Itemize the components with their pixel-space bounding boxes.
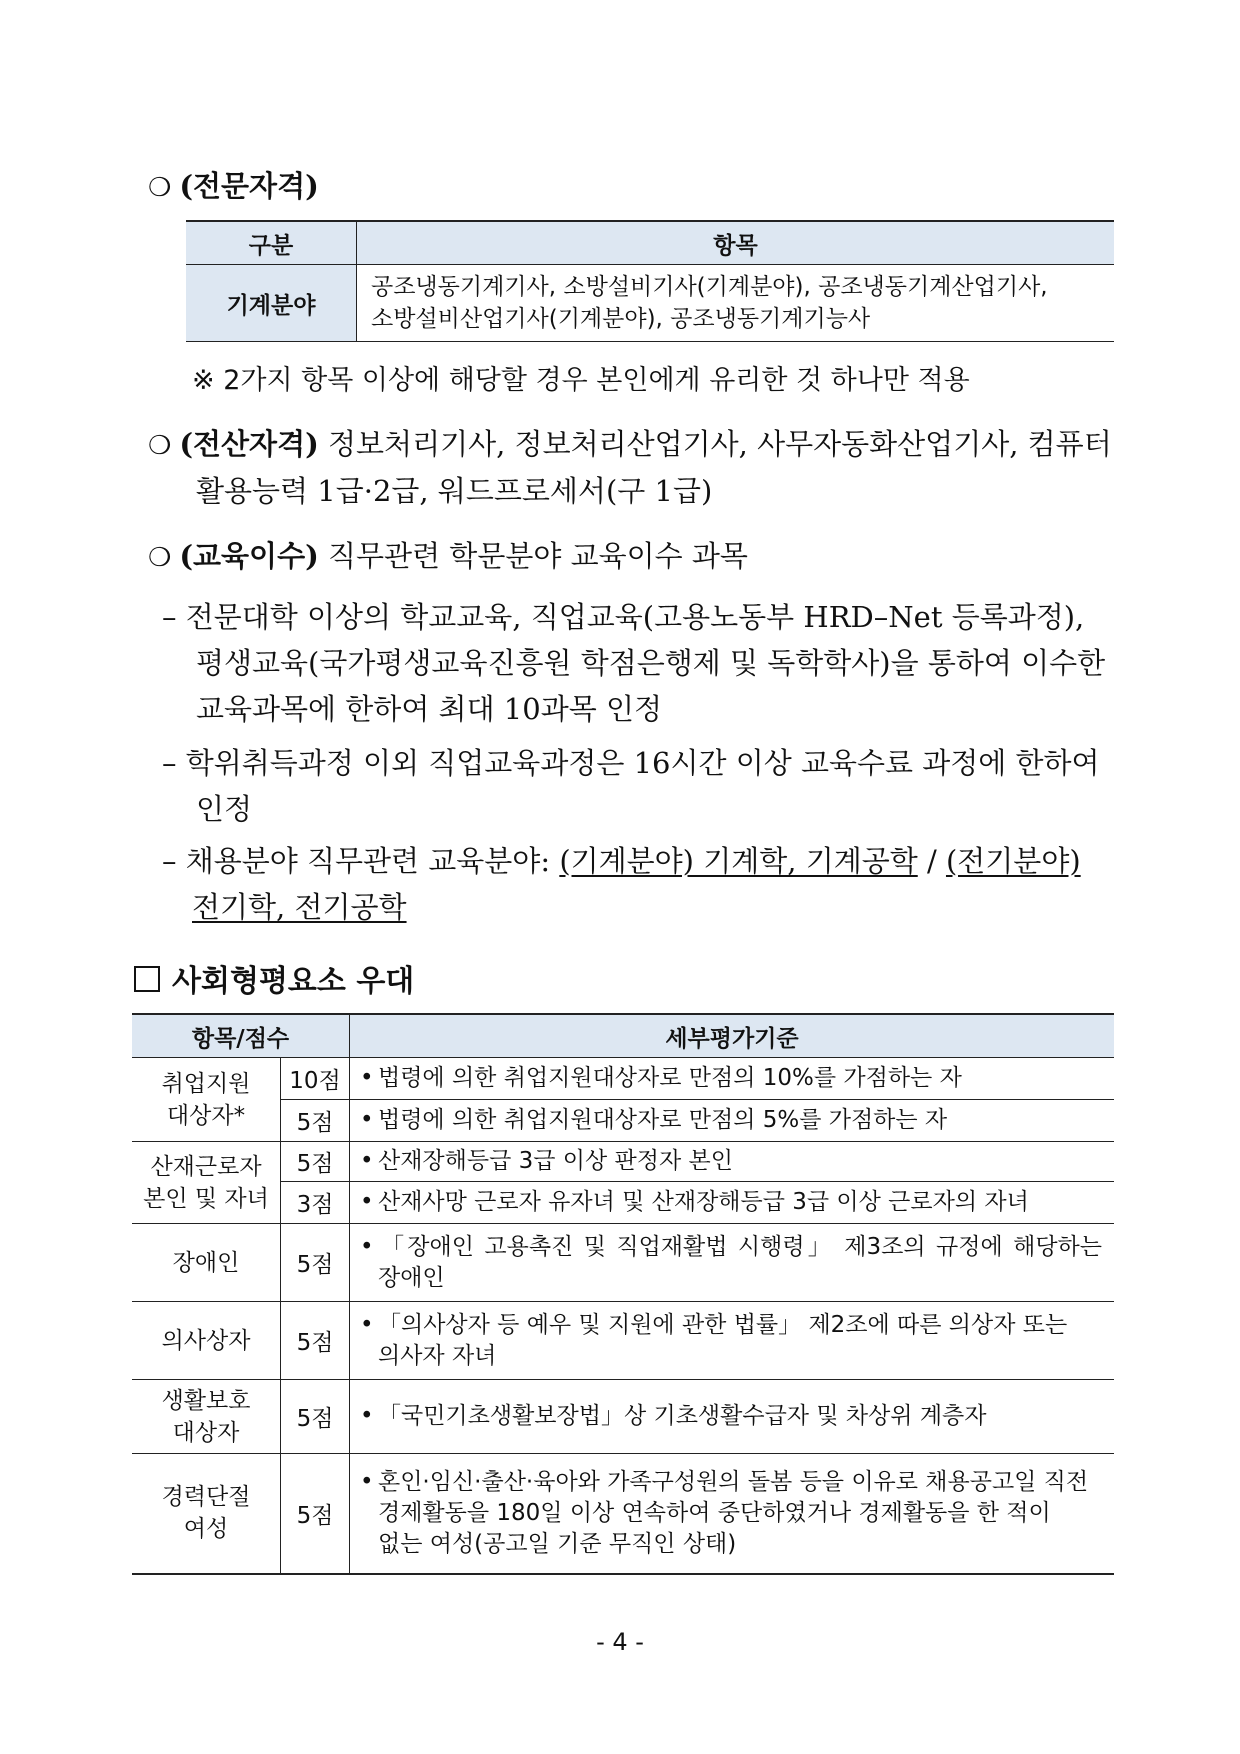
category-cell: 생활보호 대상자 — [132, 1380, 281, 1454]
points-cell: 10점 — [281, 1058, 350, 1100]
qualification-table — [186, 220, 1114, 342]
points-cell: 5점 — [281, 1224, 350, 1302]
table-header-row — [186, 221, 1114, 265]
bullet-icon: • — [360, 1148, 374, 1174]
points-cell: 5점 — [281, 1142, 350, 1182]
education-dash1-line3: 교육과목에 한하여 최대 10과목 인정 — [196, 692, 662, 726]
table-header: 항목/점수 — [132, 1014, 350, 1058]
bullet-icon: • — [360, 1403, 374, 1429]
bullet-icon: • — [360, 1189, 374, 1215]
circle-bullet-icon: ❍ — [148, 543, 172, 573]
table-header-row — [132, 1014, 1114, 1058]
table-header: 세부평가기준 — [350, 1014, 1115, 1058]
row-items: 공조냉동기계기사, 소방설비기사(기계분야), 공조냉동기계산업기사, 소방설비산업기사(기계분야), 공조냉동기계기능사 — [357, 265, 1115, 342]
page-number: - 4 - — [596, 1628, 644, 1656]
bullet-icon: • — [360, 1107, 374, 1133]
bullet-icon: • — [360, 1311, 374, 1338]
education-dash2-line2: 인정 — [196, 792, 253, 826]
table-row — [132, 1058, 1114, 1100]
criteria-cell: • 「의사상자 등 예우 및 지원에 관한 법률」 제2조에 따른 의상자 또는 의사자 자녀 — [350, 1302, 1115, 1380]
category-cell: 경력단절 여성 — [132, 1454, 281, 1574]
category-cell: 장애인 — [132, 1224, 281, 1302]
points-cell: 5점 — [281, 1454, 350, 1574]
table-row — [186, 265, 1114, 342]
points-cell: 5점 — [281, 1302, 350, 1380]
table-header: 항목 — [357, 221, 1115, 265]
criteria-cell: • 법령에 의한 취업지원대상자로 만점의 5%를 가점하는 자 — [350, 1100, 1115, 1142]
criteria-cell: • 「국민기초생활보장법」상 기초생활수급자 및 차상위 계층자 — [350, 1380, 1115, 1454]
heading-professional-qualification: ❍ (전문자격) — [148, 169, 319, 203]
computer-qualification-line2: 활용능력 1급·2급, 워드프로세서(구 1급) — [196, 474, 713, 508]
social-equity-table — [132, 1013, 1114, 1575]
table-header: 구분 — [186, 221, 357, 265]
criteria-cell: • 「장애인 고용촉진 및 직업재활법 시행령」 제3조의 규정에 해당하는 장애인 — [350, 1224, 1115, 1302]
row-label: 기계분야 — [186, 265, 357, 342]
circle-bullet-icon: ❍ — [148, 173, 172, 203]
bullet-icon: • — [360, 1065, 374, 1091]
education-dash1-line2: 평생교육(국가평생교육진흥원 학점은행제 및 독학학사)을 통하여 이수한 — [196, 646, 1106, 680]
criteria-cell: • 산재사망 근로자 유자녀 및 산재장해등급 3급 이상 근로자의 자녀 — [350, 1182, 1115, 1224]
circle-bullet-icon: ❍ — [148, 431, 172, 461]
education-dash2-line1: – 학위취득과정 이외 직업교육과정은 16시간 이상 교육수료 과정에 한하여 — [162, 746, 1100, 780]
criteria-cell: • 혼인·임신·출산·육아와 가족구성원의 돌봄 등을 이유로 채용공고일 직전 경제활동을 180일 이상 연속하여 중단하였거나 경제활동을 한 적이 없는 여성(공고일 기준 무직인 상태) — [350, 1454, 1115, 1574]
table-row — [132, 1302, 1114, 1380]
table-row — [132, 1142, 1114, 1182]
bullet-icon: • — [360, 1233, 374, 1260]
points-cell: 5점 — [281, 1380, 350, 1454]
note-text: ※ 2가지 항목 이상에 해당할 경우 본인에게 유리한 것 하나만 적용 — [192, 365, 970, 396]
education-dash3-line1: – 채용분야 직무관련 교육분야: (기계분야) 기계학, 기계공학 / (전기분야) — [162, 844, 1081, 878]
category-cell: 산재근로자 본인 및 자녀 — [132, 1142, 281, 1224]
education-dash3-line2: 전기학, 전기공학 — [192, 890, 407, 924]
points-cell: 5점 — [281, 1100, 350, 1142]
points-cell: 3점 — [281, 1182, 350, 1224]
criteria-cell: • 법령에 의한 취업지원대상자로 만점의 10%를 가점하는 자 — [350, 1058, 1115, 1100]
table-row — [132, 1224, 1114, 1302]
square-bullet-icon — [134, 966, 160, 992]
heading-education: ❍ (교육이수) 직무관련 학문분야 교육이수 과목 — [148, 539, 748, 573]
table-row — [132, 1380, 1114, 1454]
bullet-icon: • — [360, 1468, 374, 1495]
category-cell: 취업지원 대상자* — [132, 1058, 281, 1142]
heading-computer-qualification: ❍ (전산자격) 정보처리기사, 정보처리산업기사, 사무자동화산업기사, 컴퓨터 — [148, 427, 1112, 461]
heading-social-equity: 사회형평요소 우대 — [134, 956, 414, 1000]
category-cell: 의사상자 — [132, 1302, 281, 1380]
criteria-cell: • 산재장해등급 3급 이상 판정자 본인 — [350, 1142, 1115, 1182]
table-row — [132, 1454, 1114, 1574]
education-dash1-line1: – 전문대학 이상의 학교교육, 직업교육(고용노동부 HRD–Net 등록과정), — [162, 600, 1085, 634]
